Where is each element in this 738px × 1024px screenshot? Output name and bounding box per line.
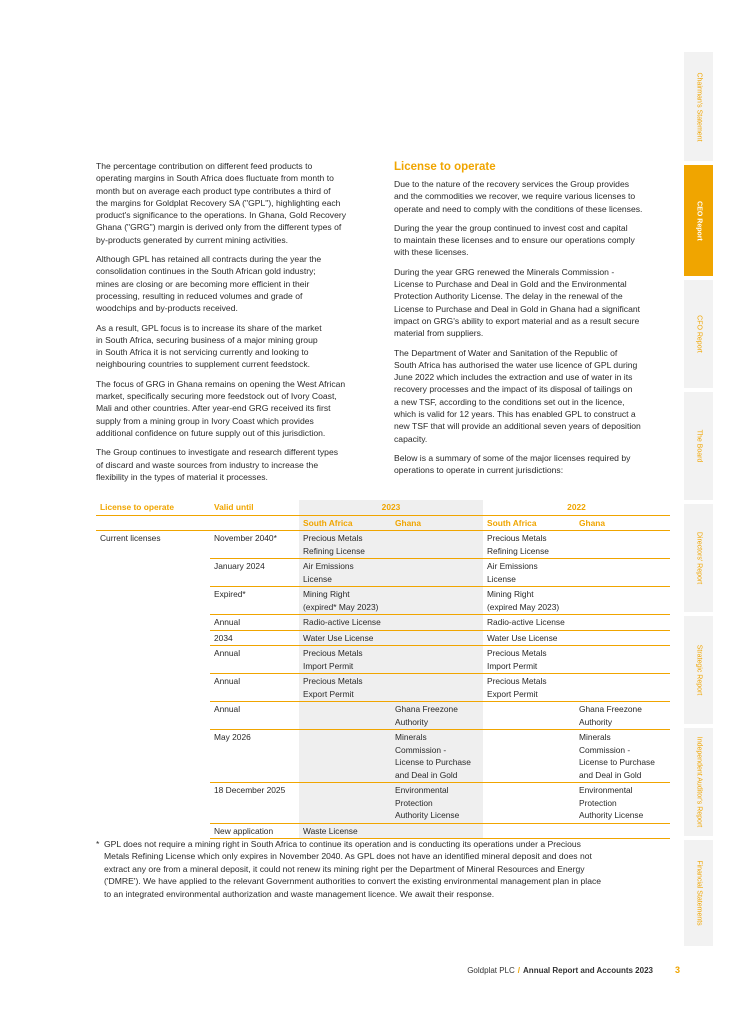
table-row: [96, 646, 670, 674]
section-heading: License to operate: [394, 161, 496, 173]
cell-south-africa-2022: [483, 823, 575, 839]
cell-ghana-2023: [391, 630, 483, 646]
cell-ghana-2022: Environmental Protection Authority License: [575, 783, 670, 824]
cell-ghana-2023: [391, 615, 483, 631]
cell-ghana-2023: [391, 531, 483, 559]
subheader-south-africa-2023: South Africa: [299, 515, 391, 531]
footer-company: Goldplat PLC: [467, 966, 515, 975]
cell-ghana-2022: Minerals Commission - License to Purchase and Deal in Gold: [575, 730, 670, 783]
tab-ceo-report[interactable]: CEO Report: [684, 165, 713, 276]
cell-ghana-2023: [391, 646, 483, 674]
cell-valid-until: Annual: [210, 646, 299, 674]
cell-valid-until: Annual: [210, 702, 299, 730]
paragraph: The Group continues to investigate and research different types of discard and waste sources from industry to increase the flexibility in the types of material it processes.: [96, 447, 339, 482]
paragraph: The focus of GRG in Ghana remains on opening the West African market, specifically securing more feedstock out of Ivory Coast, Mali and other countries. After year-end GRG received its first supply from a mining group in Ivory Coast which provides additional confidence on future supply out of this jurisdiction.: [96, 378, 346, 438]
cell-south-africa-2023: [299, 783, 391, 824]
cell-ghana-2022: [575, 587, 670, 615]
tab-cfo-report[interactable]: CFO Report: [684, 280, 713, 388]
page-footer: [380, 965, 680, 975]
cell-ghana-2023: [391, 559, 483, 587]
paragraph: Although GPL has retained all contracts during the year the consolidation continues in the South African gold industry; mines are closing or are becoming more efficient in their processing, resulting in reduced volumes and grade of woodchips and by-products received.: [96, 254, 322, 314]
cell-south-africa-2023: Precious Metals Refining License: [299, 531, 391, 559]
table-row: [96, 823, 670, 839]
cell-license: [96, 730, 210, 783]
footnote: [96, 838, 676, 900]
right-text-column: [394, 160, 676, 484]
cell-license: [96, 702, 210, 730]
cell-valid-until: 2034: [210, 630, 299, 646]
subheader-ghana-2023: Ghana: [391, 515, 483, 531]
paragraph: The percentage contribution on different feed products to operating margins in South Africa does fluctuate from month to month but on average each product type contributes a third of the margins for Goldplat Recovery SA ("GPL"), highlighting each product's significance to the operations. In Ghana, Gold Recovery Ghana ("GRG") margin is derived only from the different types of by-products generated by current mining activities.: [96, 161, 347, 245]
cell-ghana-2023: Environmental Protection Authority License: [391, 783, 483, 824]
cell-south-africa-2022: Radio-active License: [483, 615, 575, 631]
cell-valid-until: November 2040*: [210, 531, 299, 559]
cell-south-africa-2023: Water Use License: [299, 630, 391, 646]
subheader-ghana-2022: Ghana: [575, 515, 670, 531]
cell-ghana-2022: [575, 531, 670, 559]
cell-ghana-2023: [391, 587, 483, 615]
footnote-text: GPL does not require a mining right in South Africa to continue its operation and is conducting its operations under a Precious Metals Refining License which only expires in November 2040. As GPL does not have an identified mineral deposit and does not extract any ore from a mineral deposit, it could not renew its mining right per the Department of Mineral Resources and Energy ('DMRE'). We have applied to the relevant Government authorities to convert the existing environmental management plan in place to an integrated environmental authorization and waste management licence. We await their response.: [104, 839, 602, 899]
cell-south-africa-2023: Precious Metals Export Permit: [299, 674, 391, 702]
paragraph: Below is a summary of some of the major licenses required by operations to operate in current jurisdictions:: [394, 452, 631, 476]
footer-separator: /: [517, 966, 521, 975]
header-year-2023: 2023: [299, 500, 483, 515]
cell-ghana-2022: [575, 559, 670, 587]
header-license: License to operate: [96, 500, 210, 515]
license-table: [96, 500, 670, 839]
cell-south-africa-2022: Precious Metals Export Permit: [483, 674, 575, 702]
paragraph: During the year GRG renewed the Minerals Commission - License to Purchase and Deal in Gold and the Environmental Protection Authority License. The delay in the renewal of the License to Purchase and Deal in Gold in Ghana had a significant impact on GRG's ability to export material and as a result secure material from suppliers.: [394, 266, 641, 339]
cell-ghana-2023: Ghana Freezone Authority: [391, 702, 483, 730]
cell-license: Current licenses: [100, 533, 161, 543]
cell-south-africa-2023: Radio-active License: [299, 615, 391, 631]
table-row: [96, 615, 670, 631]
table-row: [96, 531, 670, 559]
tab-chairmans-statement[interactable]: Chairman's Statement: [684, 52, 713, 161]
cell-south-africa-2023: [299, 730, 391, 783]
cell-south-africa-2022: Water Use License: [483, 630, 575, 646]
cell-valid-until: May 2026: [210, 730, 299, 783]
cell-south-africa-2023: Air Emissions License: [299, 559, 391, 587]
paragraph: Due to the nature of the recovery services the Group provides and the commodities we recover, we require various licenses to operate and need to comply with the conditions of these licenses.: [394, 179, 643, 214]
cell-south-africa-2022: Precious Metals Import Permit: [483, 646, 575, 674]
cell-south-africa-2023: Mining Right (expired* May 2023): [299, 587, 391, 615]
cell-license: [96, 674, 210, 702]
header-valid-until: Valid until: [210, 500, 299, 515]
cell-south-africa-2022: Precious Metals Refining License: [483, 531, 575, 559]
table-subheader-row: [96, 515, 670, 531]
cell-south-africa-2022: [483, 783, 575, 824]
cell-license: [96, 823, 210, 839]
cell-south-africa-2022: Mining Right (expired May 2023): [483, 587, 575, 615]
cell-ghana-2023: [391, 823, 483, 839]
cell-valid-until: January 2024: [210, 559, 299, 587]
left-text-column: [96, 160, 378, 490]
table-row: [96, 702, 670, 730]
paragraph: As a result, GPL focus is to increase its share of the market in South Africa, securing business of a major mining group in South Africa it is not servicing currently and looking to neighbouring countries to supplement current feedstock.: [96, 322, 322, 370]
cell-valid-until: Expired*: [210, 587, 299, 615]
cell-south-africa-2023: Precious Metals Import Permit: [299, 646, 391, 674]
cell-ghana-2022: [575, 646, 670, 674]
cell-ghana-2022: Ghana Freezone Authority: [575, 702, 670, 730]
cell-license: [96, 615, 210, 631]
table-row: [96, 674, 670, 702]
cell-ghana-2022: [575, 823, 670, 839]
cell-license: [96, 559, 210, 587]
table-header-row: [96, 500, 670, 515]
footer-report-title: Annual Report and Accounts 2023: [523, 966, 653, 975]
paragraph: During the year the group continued to invest cost and capital to maintain these licenses and to ensure our operations comply with these licenses.: [394, 222, 635, 258]
cell-south-africa-2023: [299, 702, 391, 730]
table-row: [96, 730, 670, 783]
cell-ghana-2022: [575, 630, 670, 646]
cell-ghana-2023: Minerals Commission - License to Purchase and Deal in Gold: [391, 730, 483, 783]
page-number: 3: [674, 965, 680, 975]
tab-strategic-report[interactable]: Strategic Report: [684, 616, 713, 724]
cell-south-africa-2022: [483, 702, 575, 730]
table-row: [96, 783, 670, 824]
subheader-south-africa-2022: South Africa: [483, 515, 575, 531]
cell-valid-until: New application: [210, 823, 299, 839]
cell-license: [96, 646, 210, 674]
cell-valid-until: 18 December 2025: [210, 783, 299, 824]
footnote-marker: *: [96, 839, 100, 849]
side-navigation: [684, 52, 713, 946]
tab-independent-auditors-report[interactable]: Independent Auditor's Report: [684, 728, 713, 836]
header-year-2022: 2022: [483, 500, 670, 515]
table-row: [96, 630, 670, 646]
cell-ghana-2022: [575, 615, 670, 631]
cell-ghana-2023: [391, 674, 483, 702]
cell-south-africa-2022: [483, 730, 575, 783]
cell-valid-until: Annual: [210, 674, 299, 702]
paragraph: The Department of Water and Sanitation of the Republic of South Africa has authorised the water use licence of GPL during June 2022 which includes the extraction and use of water in its recovery processes and the impact of its disposal of tailings on a new TSF, according to the conditions set out in the licence, which is valid for 12 years. This has enabled GPL to construct a new TSF that will provide an additional seven years of deposition capacity.: [394, 347, 641, 444]
cell-ghana-2022: [575, 674, 670, 702]
cell-license: [96, 587, 210, 615]
tab-financial-statements[interactable]: Financial Statements: [684, 840, 713, 946]
table-row: [96, 559, 670, 587]
cell-license: [96, 783, 210, 824]
table-row: [96, 587, 670, 615]
cell-south-africa-2023: Waste License: [299, 823, 391, 839]
tab-directors-report[interactable]: Directors' Report: [684, 504, 713, 612]
cell-valid-until: Annual: [210, 615, 299, 631]
cell-license: [96, 630, 210, 646]
cell-south-africa-2022: Air Emissions License: [483, 559, 575, 587]
tab-the-board[interactable]: The Board: [684, 392, 713, 500]
